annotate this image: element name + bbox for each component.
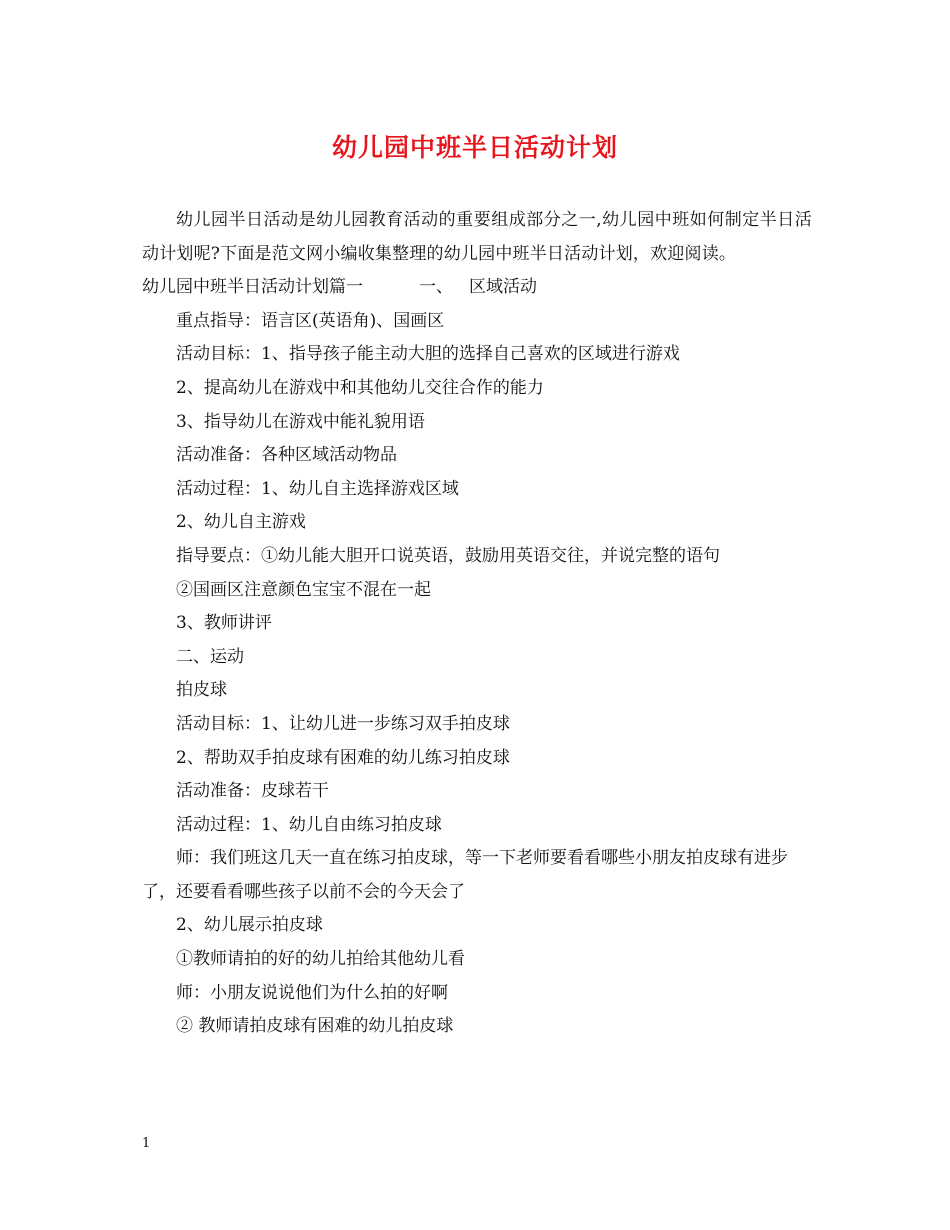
section-heading-title: 幼儿园中班半日活动计划篇一	[142, 277, 363, 298]
teacher-paragraph: 师：我们班这几天一直在练习拍皮球，等一下老师要看看哪些小朋友拍皮球有进步了，还要看看哪些孩子以前不会的今天会了	[142, 848, 788, 902]
document-body	[142, 204, 812, 1044]
body-line-process-2: 2、幼儿自主游戏	[176, 512, 306, 533]
body-line-sport-process-1: 活动过程：1、幼儿自由练习拍皮球	[176, 814, 442, 835]
body-line-show-2: ①教师请拍的好的幼儿拍给其他幼儿看	[176, 949, 465, 970]
section-heading-number: 一、	[419, 277, 453, 298]
body-line-section-2: 二、运动	[176, 646, 244, 667]
body-line-focus: 重点指导：语言区(英语角)、国画区	[176, 310, 445, 331]
body-line-show-1: 2、幼儿展示拍皮球	[176, 915, 323, 936]
body-line-guidance-2: ②国画区注意颜色宝宝不混在一起	[176, 579, 431, 600]
body-line-sport-goal-2: 2、帮助双手拍皮球有困难的幼儿练习拍皮球	[176, 747, 510, 768]
section-heading-label: 区域活动	[469, 277, 537, 298]
body-line-sport-goal-1: 活动目标：1、让幼儿进一步练习双手拍皮球	[176, 713, 510, 734]
body-line-activity-name: 拍皮球	[176, 680, 227, 701]
document-title: 幼儿园中班半日活动计划	[331, 133, 618, 162]
body-line-sport-prep: 活动准备：皮球若干	[176, 781, 329, 802]
body-line-goal-3: 3、指导幼儿在游戏中能礼貌用语	[176, 411, 425, 432]
body-line-show-3: 师：小朋友说说他们为什么拍的好啊	[176, 982, 448, 1003]
body-line-goal-2: 2、提高幼儿在游戏中和其他幼儿交往合作的能力	[176, 377, 544, 398]
body-line-process-1: 活动过程：1、幼儿自主选择游戏区域	[176, 478, 459, 499]
body-line-show-4: ② 教师请拍皮球有困难的幼儿拍皮球	[176, 1016, 454, 1037]
section-heading	[142, 271, 812, 305]
page-number: 1	[142, 1136, 151, 1151]
body-line-prep: 活动准备：各种区域活动物品	[176, 445, 397, 466]
body-line-guidance-1: 指导要点：①幼儿能大胆开口说英语，鼓励用英语交往，并说完整的语句	[176, 545, 720, 566]
intro-paragraph: 幼儿园半日活动是幼儿园教育活动的重要组成部分之一,幼儿园中班如何制定半日活动计划呢?下面是范文网小编收集整理的幼儿园中班半日活动计划，欢迎阅读。	[142, 210, 812, 264]
body-line-goal-1: 活动目标：1、指导孩子能主动大胆的选择自己喜欢的区域进行游戏	[176, 344, 680, 365]
body-line-review: 3、教师讲评	[176, 613, 272, 634]
